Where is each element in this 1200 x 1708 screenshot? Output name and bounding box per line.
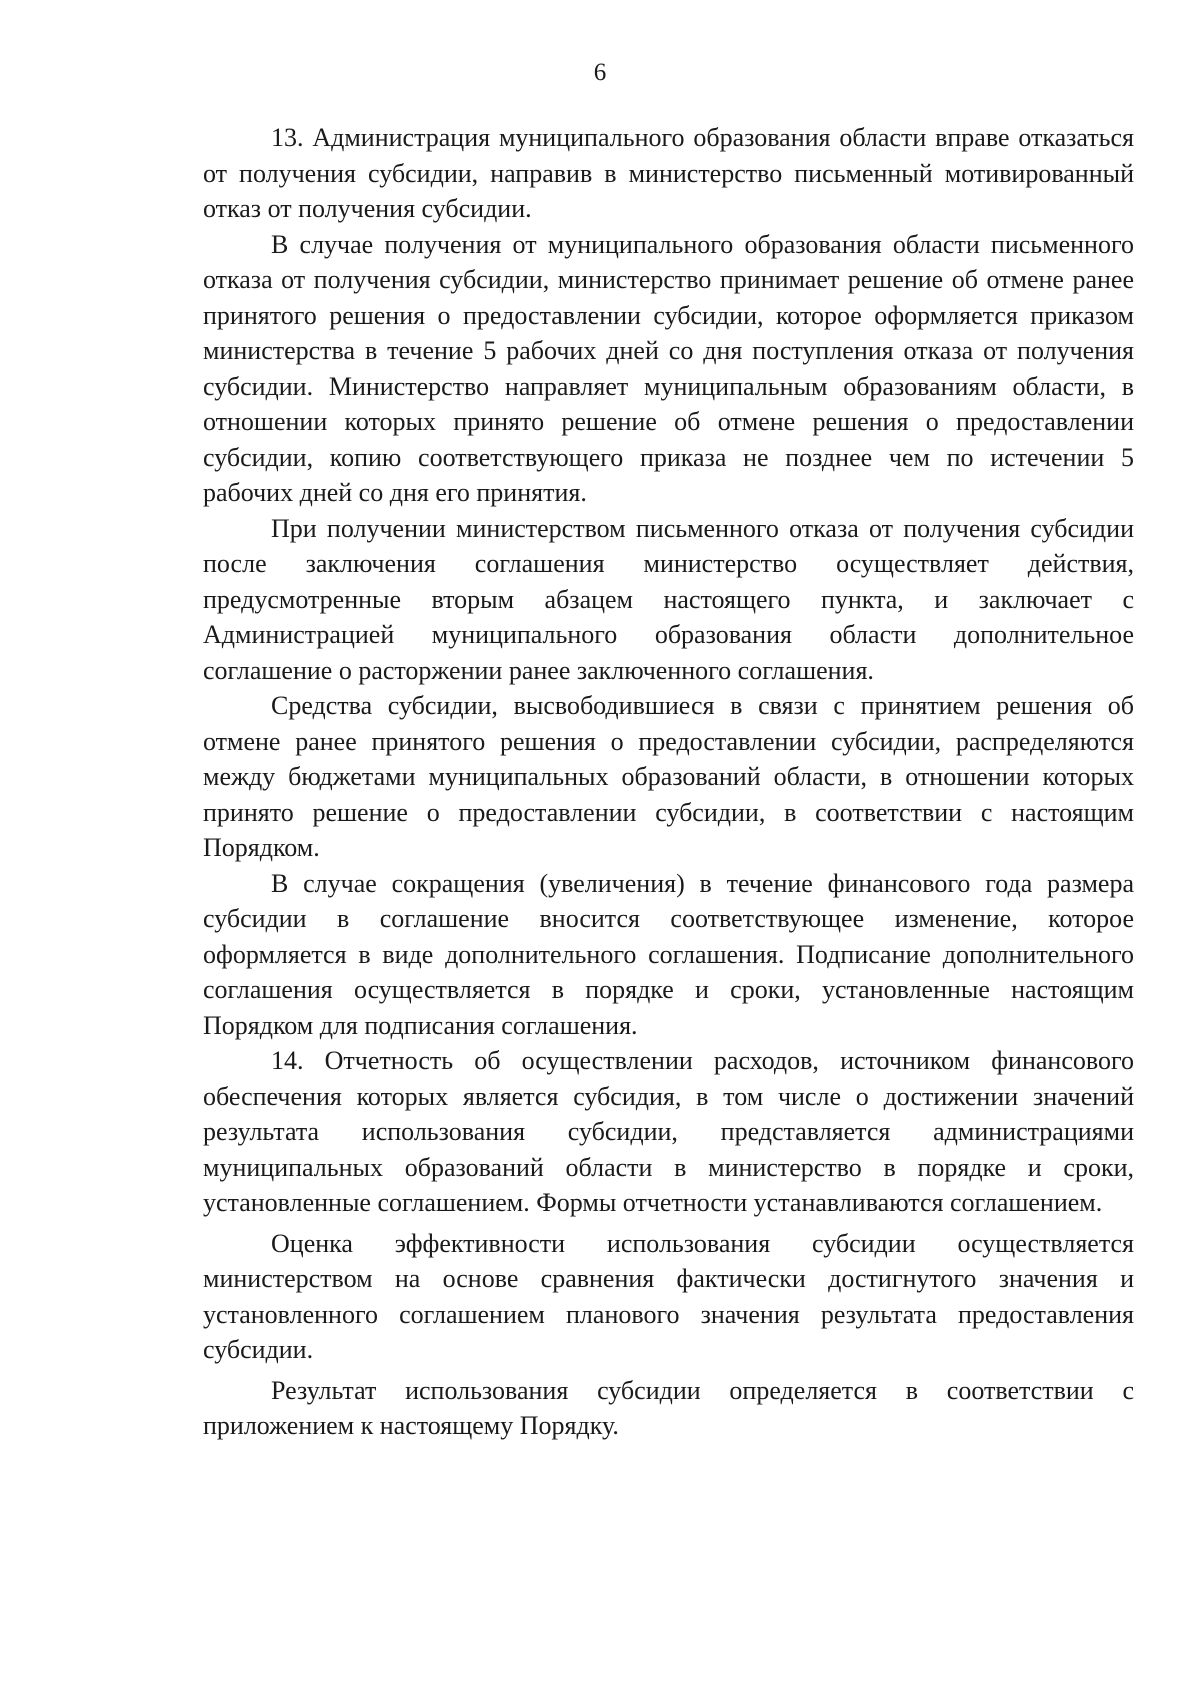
paragraph-item-14-reporting: 14. Отчетность об осуществлении расходов, источником финансового обеспечения которых является субсидия, в том числе о достижении значений результата использования субсидии, представляется администрациями муниципальных образований области в министерство в порядке и сроки, установленные соглашением. Формы отчетности устанавливаются соглашением. — [203, 1046, 1134, 1217]
paragraph-refusal-decision: В случае получения от муниципального образования области письменного отказа от получения субсидии, министерство принимает решение об отмене ранее принятого решения о предоставлении субсидии, которое оформляется приказом министерства в течение 5 рабочих дней со дня поступления отказа от получения субсидии. Министерство направляет муниципальным образованиям области, в отношении которых принято решение об отмене решения о предоставлении субсидии, копию соответствующего приказа не позднее чем по истечении 5 рабочих дней со дня его принятия. — [203, 229, 1134, 507]
paragraph-refusal-after-agreement: При получении министерством письменного отказа от получения субсидии после заключения соглашения министерство осуществляет действия, предусмотренные вторым абзацем настоящего пункта, и заключает с Администрацией муниципального образования области дополнительное соглашение о расторжении ранее заключенного соглашения. — [203, 513, 1134, 685]
paragraph-result-definition: Результат использования субсидии определяется в соответствии с приложением к настоящему Порядку. — [203, 1375, 1134, 1440]
paragraph-funds-redistribution: Средства субсидии, высвободившиеся в связи с принятием решения об отмене ранее принятого решения о предоставлении субсидии, распределяются между бюджетами муниципальных образований области, в отношении которых принято решение о предоставлении субсидии, в соответствии с настоящим Порядком. — [203, 691, 1134, 862]
paragraph-efficiency-assessment: Оценка эффективности использования субсидии осуществляется министерством на основе сравнения фактически достигнутого значения и установленного соглашением планового значения результата предоставления субсидии. — [203, 1228, 1134, 1364]
document-body — [203, 120, 1134, 1444]
page-number: 6 — [593, 59, 607, 86]
paragraph-item-13: 13. Администрация муниципального образования области вправе отказаться от получения субсидии, направив в министерство письменный мотивированный отказ от получения субсидии. — [203, 123, 1134, 223]
paragraph-subsidy-change: В случае сокращения (увеличения) в течение финансового года размера субсидии в соглашение вносится соответствующее изменение, которое оформляется в виде дополнительного соглашения. Подписание дополнительного соглашения осуществляется в порядке и сроки, установленные настоящим Порядком для подписания соглашения. — [203, 868, 1134, 1040]
